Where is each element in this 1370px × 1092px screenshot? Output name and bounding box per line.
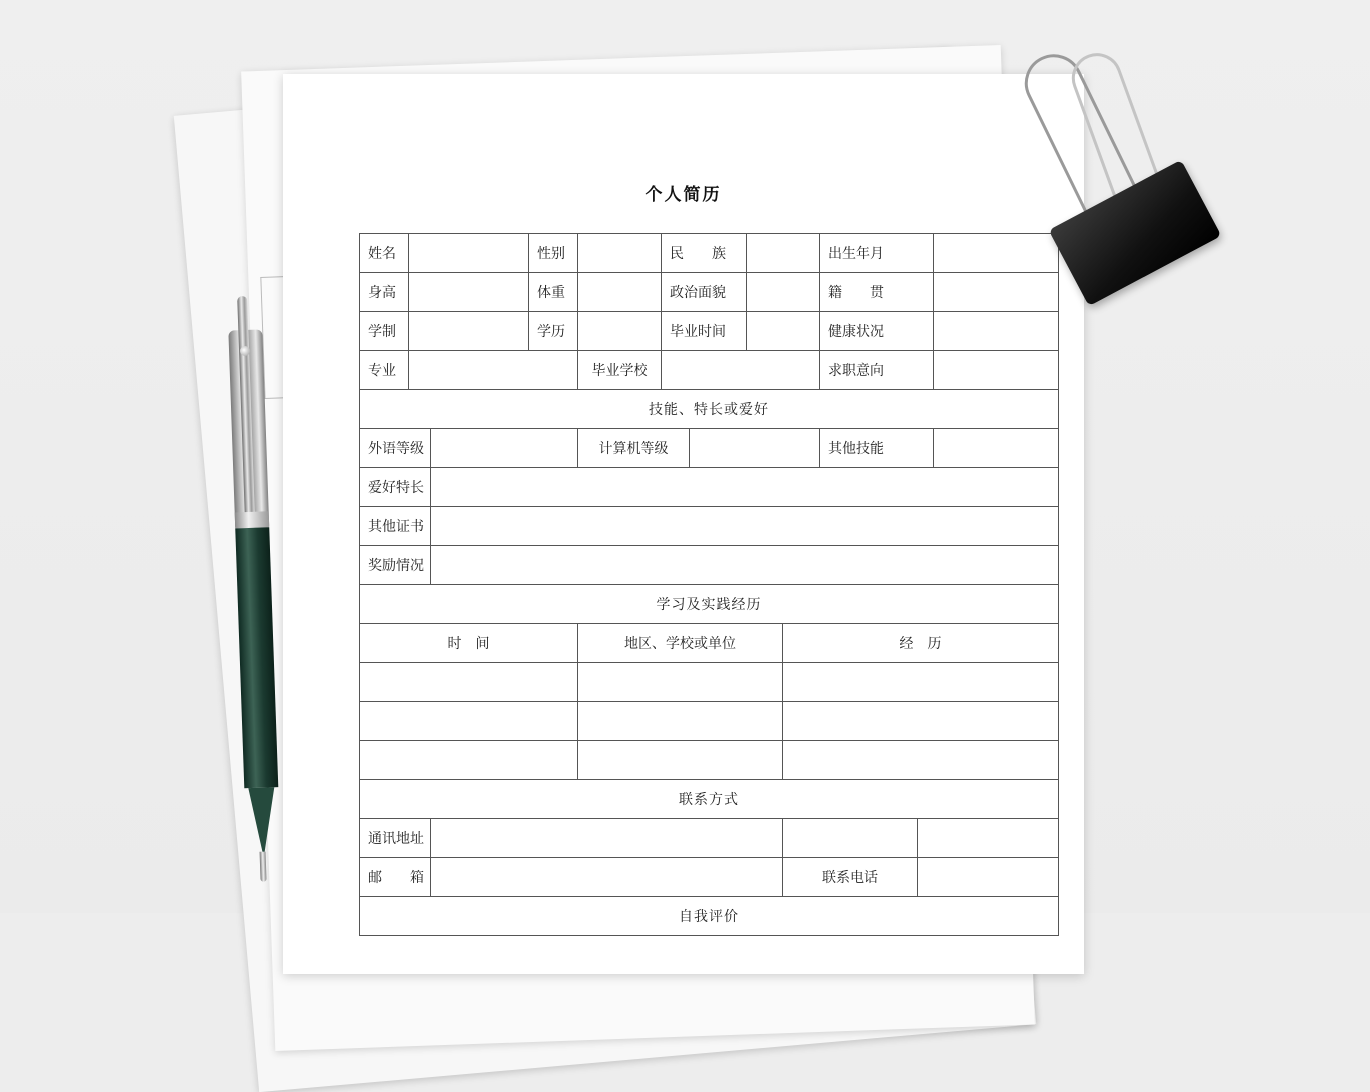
pen-ring	[235, 511, 270, 528]
label-email: 邮 箱	[360, 858, 431, 897]
table-row	[360, 897, 1059, 936]
field-gender[interactable]	[578, 234, 662, 273]
table-row	[360, 780, 1059, 819]
table-row	[360, 858, 1059, 897]
label-phone: 联系电话	[783, 858, 918, 897]
field-phone[interactable]	[918, 858, 1059, 897]
table-row	[360, 468, 1059, 507]
label-job-intent: 求职意向	[820, 351, 934, 390]
field-name[interactable]	[409, 234, 529, 273]
field-school[interactable]	[662, 351, 820, 390]
field-political[interactable]	[747, 273, 820, 312]
field-address-extra[interactable]	[918, 819, 1059, 858]
table-row	[360, 351, 1059, 390]
field-major[interactable]	[409, 351, 578, 390]
resume-sheet	[283, 74, 1084, 974]
field-address-extra[interactable]	[783, 819, 918, 858]
table-row	[360, 624, 1059, 663]
label-health: 健康状况	[820, 312, 934, 351]
table-row	[360, 312, 1059, 351]
field-height[interactable]	[409, 273, 529, 312]
field-ethnicity[interactable]	[747, 234, 820, 273]
table-row	[360, 273, 1059, 312]
field-language-level[interactable]	[431, 429, 578, 468]
field-graduation-time[interactable]	[747, 312, 820, 351]
table-row	[360, 507, 1059, 546]
experience-time-cell[interactable]	[360, 741, 578, 780]
column-header-place: 地区、学校或单位	[578, 624, 783, 663]
table-row	[360, 234, 1059, 273]
label-education: 学历	[529, 312, 578, 351]
label-height: 身高	[360, 273, 409, 312]
table-row	[360, 390, 1059, 429]
column-header-time: 时 间	[360, 624, 578, 663]
label-ethnicity: 民 族	[662, 234, 747, 273]
field-email[interactable]	[431, 858, 783, 897]
experience-history-cell[interactable]	[783, 741, 1059, 780]
label-graduation-time: 毕业时间	[662, 312, 747, 351]
experience-history-cell[interactable]	[783, 702, 1059, 741]
label-awards: 奖励情况	[360, 546, 431, 585]
label-school: 毕业学校	[578, 351, 662, 390]
label-certificates: 其他证书	[360, 507, 431, 546]
label-schooling: 学制	[360, 312, 409, 351]
label-major: 专业	[360, 351, 409, 390]
field-computer-level[interactable]	[690, 429, 820, 468]
field-schooling[interactable]	[409, 312, 529, 351]
experience-place-cell[interactable]	[578, 663, 783, 702]
resume-table	[359, 233, 1059, 936]
field-hobbies[interactable]	[431, 468, 1059, 507]
section-experience-header: 学习及实践经历	[360, 585, 1059, 624]
experience-place-cell[interactable]	[578, 702, 783, 741]
label-address: 通讯地址	[360, 819, 431, 858]
pen-barrel	[235, 527, 278, 788]
label-language-level: 外语等级	[360, 429, 431, 468]
document-title: 个人简历	[645, 185, 722, 205]
section-contact-header: 联系方式	[360, 780, 1059, 819]
section-self-evaluation-header: 自我评价	[360, 897, 1059, 936]
pen-cone	[248, 787, 276, 858]
label-hobbies: 爱好特长	[360, 468, 431, 507]
label-computer-level: 计算机等级	[578, 429, 690, 468]
column-header-history: 经 历	[783, 624, 1059, 663]
experience-place-cell[interactable]	[578, 741, 783, 780]
experience-history-cell[interactable]	[783, 663, 1059, 702]
label-political: 政治面貌	[662, 273, 747, 312]
pen-tip	[260, 852, 267, 882]
label-native: 籍 贯	[820, 273, 934, 312]
field-job-intent[interactable]	[934, 351, 1059, 390]
label-gender: 性别	[529, 234, 578, 273]
table-row	[360, 546, 1059, 585]
label-other-skills: 其他技能	[820, 429, 934, 468]
field-awards[interactable]	[431, 546, 1059, 585]
field-address[interactable]	[431, 819, 783, 858]
table-row	[360, 741, 1059, 780]
field-health[interactable]	[934, 312, 1059, 351]
field-weight[interactable]	[578, 273, 662, 312]
field-certificates[interactable]	[431, 507, 1059, 546]
label-name: 姓名	[360, 234, 409, 273]
table-row	[360, 429, 1059, 468]
field-education[interactable]	[578, 312, 662, 351]
section-skills-header: 技能、特长或爱好	[360, 390, 1059, 429]
experience-time-cell[interactable]	[360, 702, 578, 741]
binder-clip-icon	[1040, 40, 1230, 300]
label-weight: 体重	[529, 273, 578, 312]
experience-time-cell[interactable]	[360, 663, 578, 702]
table-row	[360, 585, 1059, 624]
table-row	[360, 819, 1059, 858]
table-row	[360, 663, 1059, 702]
table-row	[360, 702, 1059, 741]
label-birth: 出生年月	[820, 234, 934, 273]
field-other-skills[interactable]	[934, 429, 1059, 468]
